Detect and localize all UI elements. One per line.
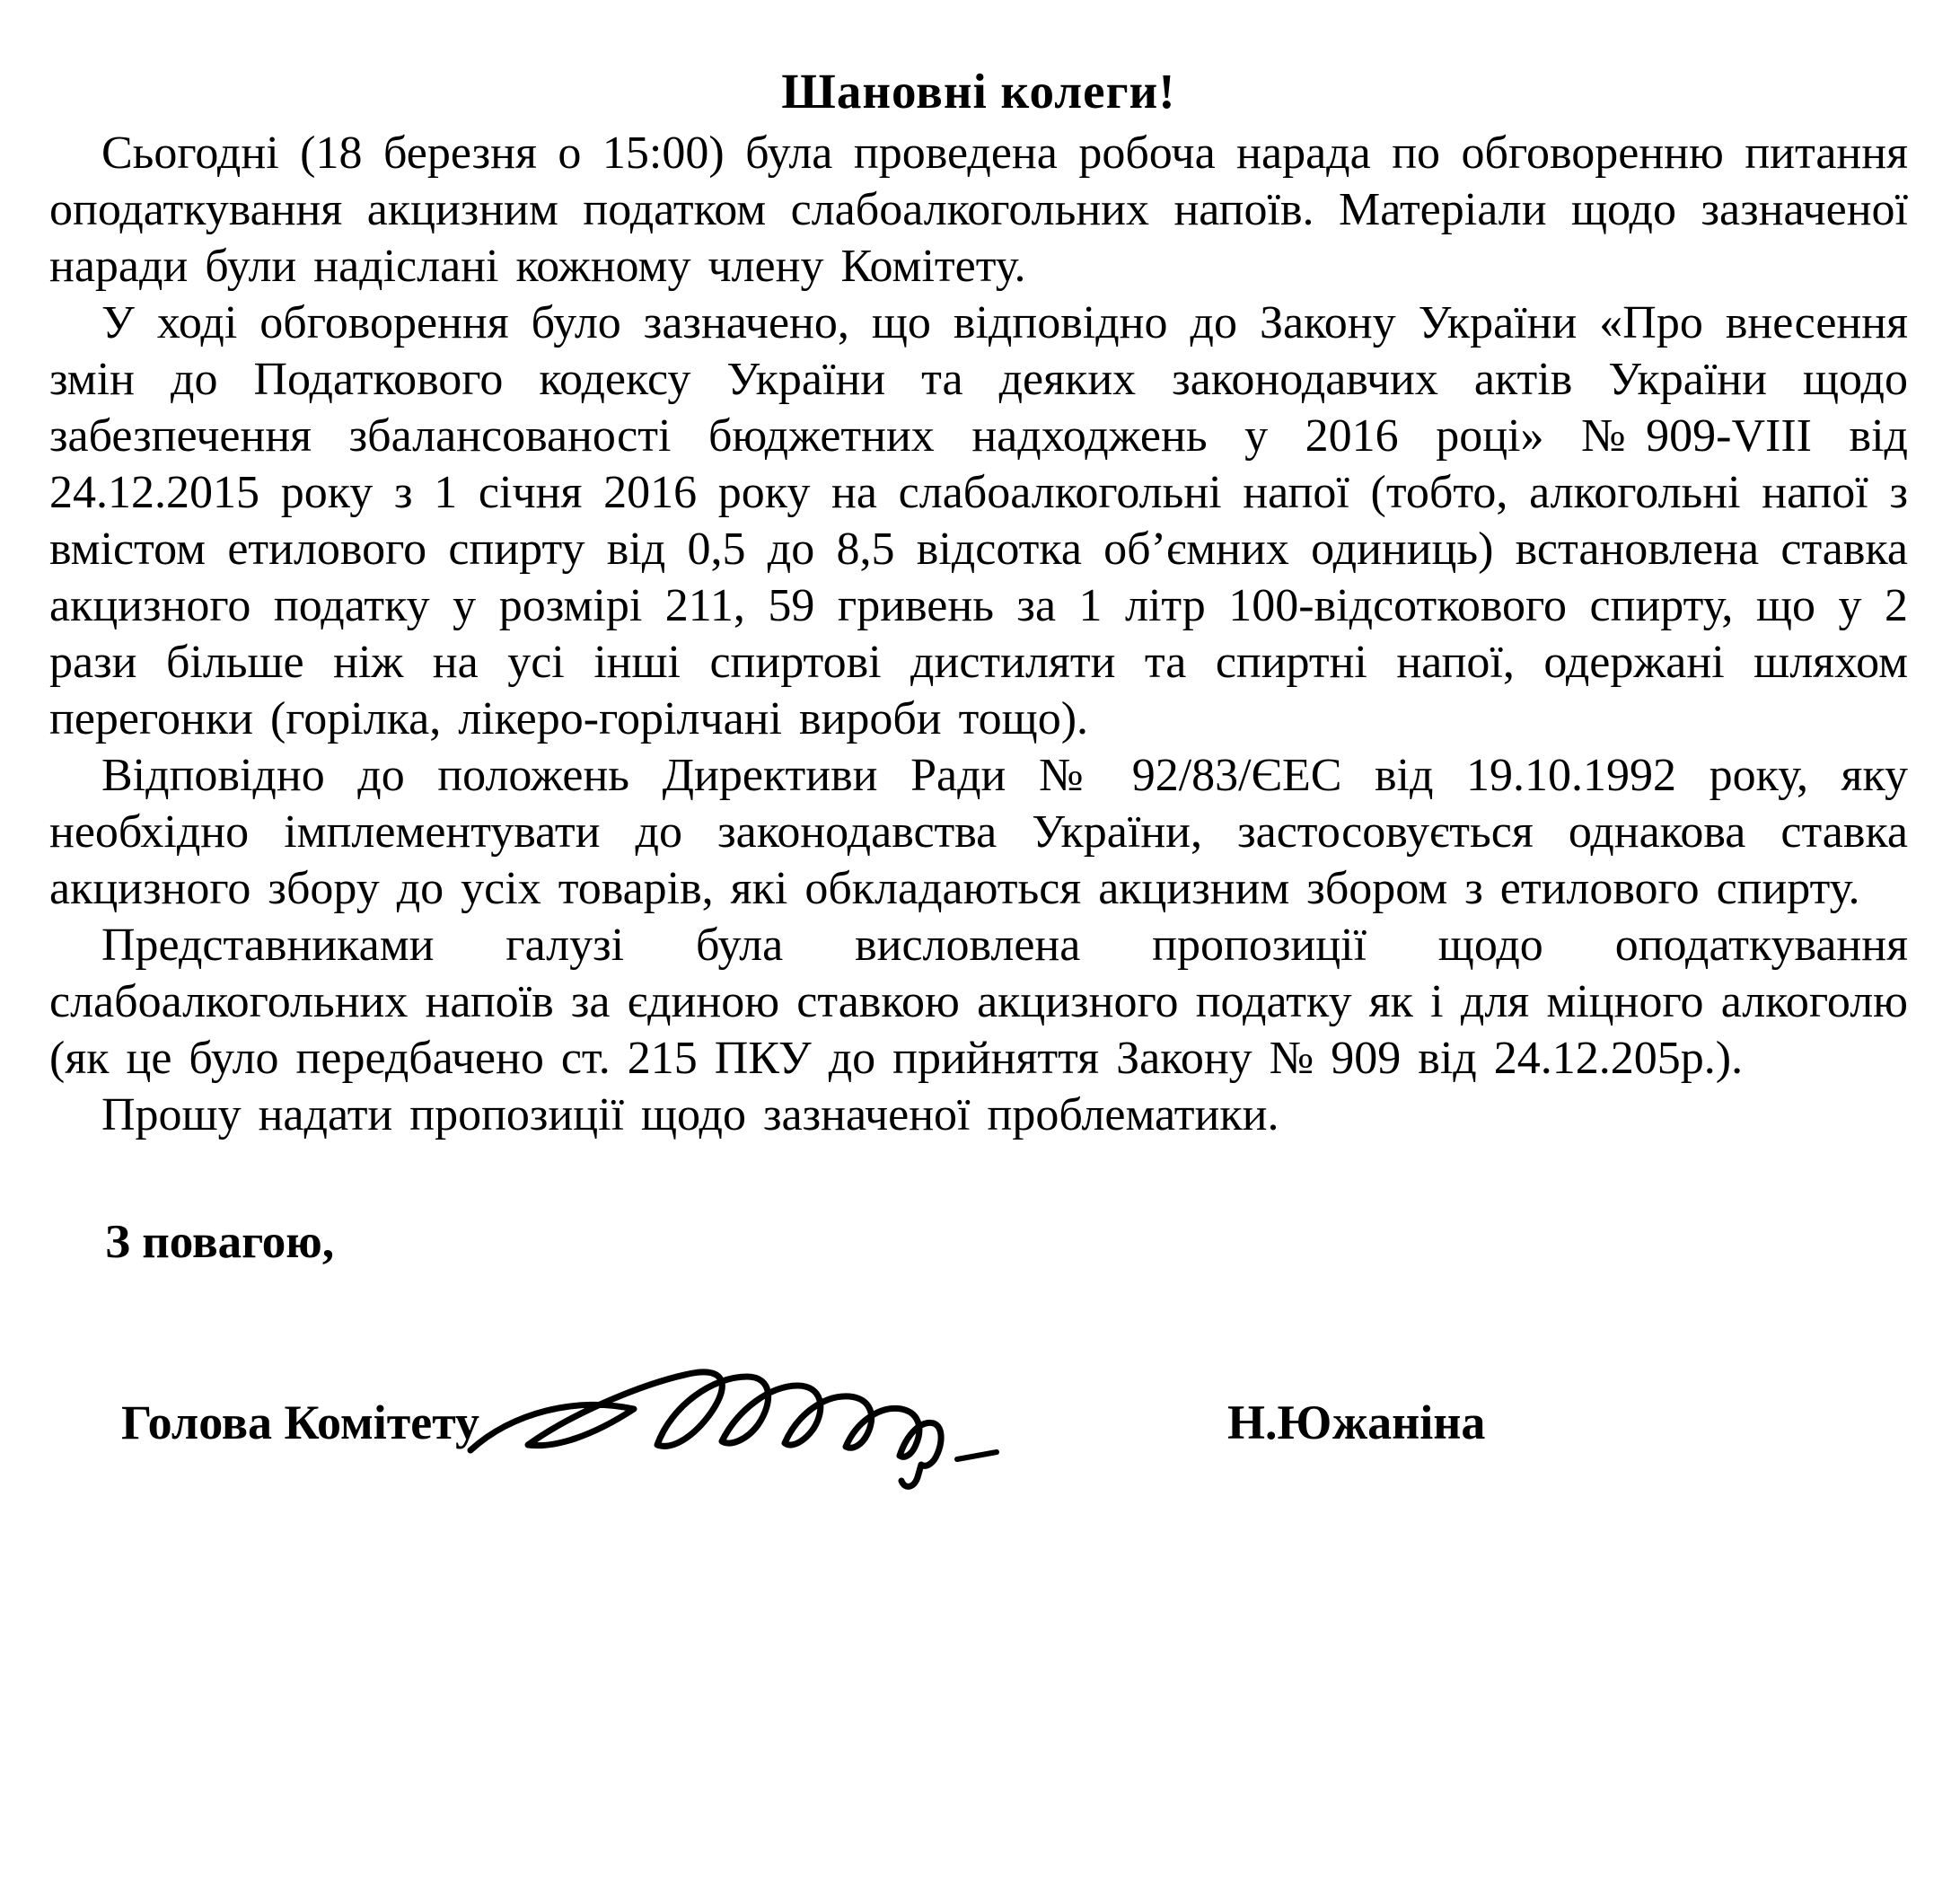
signer-role-label: Голова Комітету: [121, 1396, 480, 1449]
paragraph-meeting-announcement: Сьогодні (18 березня о 15:00) була проведена робоча нарада по обговоренню питання оподаткування акцизним податком слабоалкогольних напоїв. Матеріали щодо зазначеної наради були надіслані кожному члену Комітету.: [49, 128, 1908, 292]
paragraph-eu-directive: Відповідно до положень Директиви Ради № 92/83/ЄЕС від 19.10.1992 року, яку необхідно імплементувати до законодавства України, застосовується однакова ставка акцизного збору до усіх товарів, які обкладаються акцизним збором з етилового спирту.: [49, 750, 1908, 914]
signer-name: Н.Южаніна: [1227, 1396, 1486, 1449]
closing-salutation: З повагою,: [105, 1216, 335, 1268]
paragraph-industry-proposal: Представниками галузі була висловлена пропозиції щодо оподаткування слабоалкогольних напоїв за єдиною ставкою акцизного податку як і для міцного алкоголю (як це було передбачено ст. 215 ПКУ до прийняття Закону № 909 від 24.12.205р.).: [49, 920, 1908, 1084]
letter-content: [49, 63, 1908, 1522]
paragraph-request: Прошу надати пропозиції щодо зазначеної проблематики.: [101, 1089, 1279, 1140]
paragraph-law-909-details: У ході обговорення було зазначено, що відповідно до Закону України «Про внесення змін до Податкового кодексу України та деяких законодавчих актів України щодо забезпечення збалансованості бюджетних надходжень у 2016 році» №909-VIII від 24.12.2015 року з 1 січня 2016 року на слабоалкогольні напої (тобто, алкогольні напої з вмістом етилового спирту від 0,5 до 8,5 відсотка об’ємних одиниць) встановлена ставка акцизного податку у розмірі 211, 59 гривень за 1 літр 100-відсоткового спирту, що у 2 рази більше ніж на усі інші спиртові дистиляти та спиртні напої, одержані шляхом перегонки (горілка, лікеро-горілчані вироби тощо).: [49, 297, 1908, 744]
signature-block: [49, 1369, 1908, 1522]
handwritten-signature-icon: [458, 1326, 1033, 1524]
letter-title: Шановні колеги!: [781, 64, 1176, 119]
